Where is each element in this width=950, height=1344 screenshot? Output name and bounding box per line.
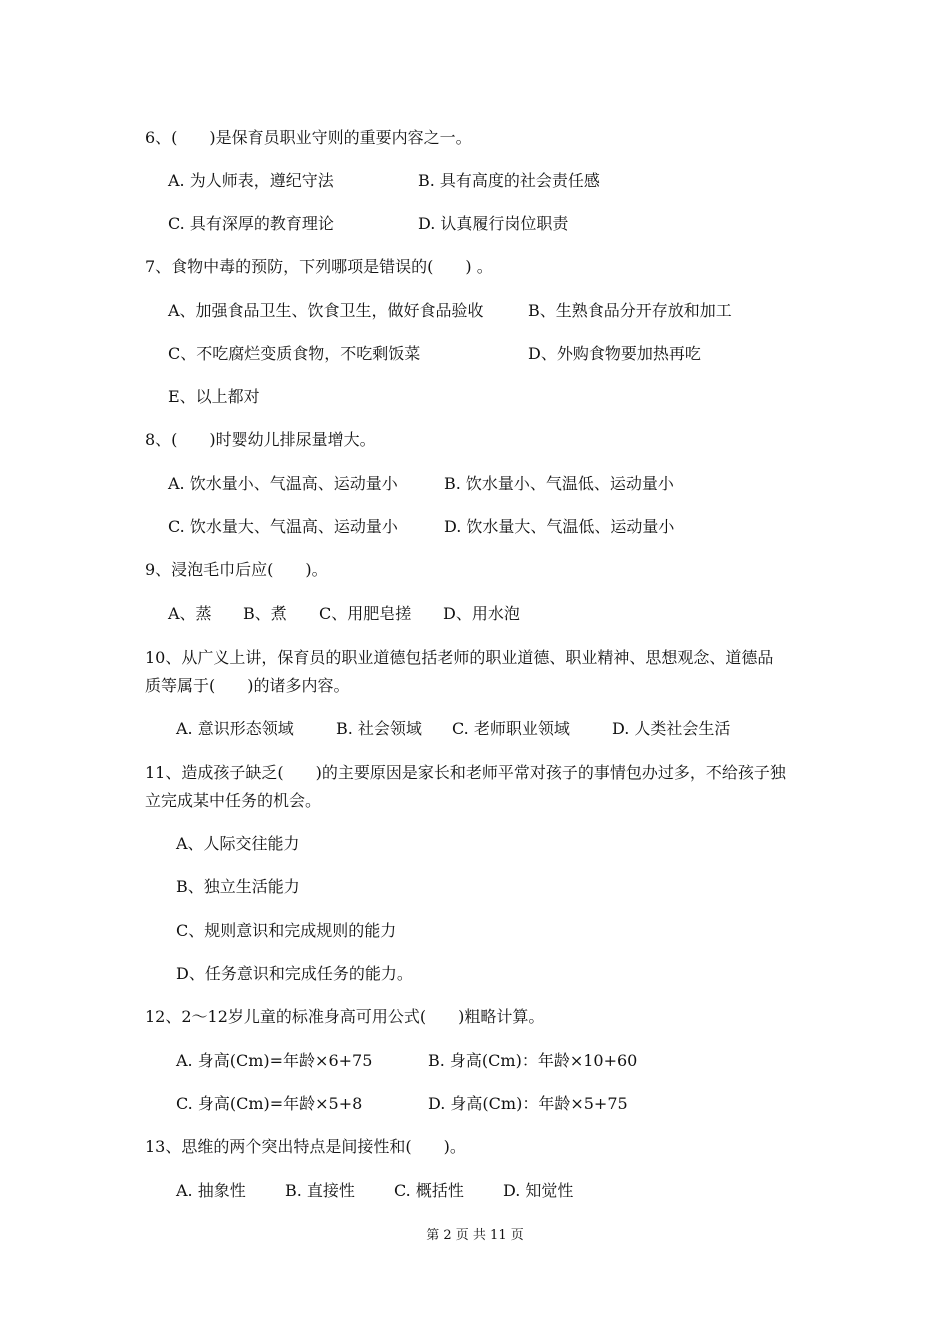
option: D. 身高(Cm)：年龄×5+75 (428, 1094, 628, 1113)
option: A. 身高(Cm)=年龄×6+75 (176, 1051, 373, 1070)
question-stem: 立完成某中任务的机会。 (145, 791, 322, 810)
option: A. 意识形态领域 (176, 719, 294, 738)
option: A、人际交往能力 (176, 834, 300, 853)
option: B. 身高(Cm)：年龄×10+60 (428, 1051, 638, 1070)
option: B、独立生活能力 (176, 877, 300, 896)
option: D. 人类社会生活 (612, 719, 731, 738)
option: A. 饮水量小、气温高、运动量小 (168, 474, 398, 493)
option: D、用水泡 (443, 604, 520, 623)
option: B. 饮水量小、气温低、运动量小 (444, 474, 674, 493)
option: D、外购食物要加热再吃 (528, 344, 701, 363)
option: A、加强食品卫生、饮食卫生，做好食品验收 (168, 301, 484, 320)
question-stem: 9、浸泡毛巾后应( )。 (145, 560, 328, 579)
option: D、任务意识和完成任务的能力。 (176, 964, 413, 983)
option: B、生熟食品分开存放和加工 (528, 301, 732, 320)
option: C. 老师职业领域 (452, 719, 570, 738)
option: D. 知觉性 (503, 1181, 574, 1200)
option: D. 饮水量大、气温低、运动量小 (444, 517, 675, 536)
question-stem: 10、从广义上讲，保育员的职业道德包括老师的职业道德、职业精神、思想观念、道德品 (145, 648, 774, 667)
option: C、规则意识和完成规则的能力 (176, 921, 397, 940)
option: B. 具有高度的社会责任感 (418, 171, 600, 190)
option: C、用肥皂搓 (319, 604, 412, 623)
option: B. 社会领域 (336, 719, 422, 738)
option: C、不吃腐烂变质食物，不吃剩饭菜 (168, 344, 421, 363)
option: A. 为人师表，遵纪守法 (168, 171, 334, 190)
question-stem: 12、2～12岁儿童的标准身高可用公式( )粗略计算。 (145, 1007, 545, 1026)
option: C. 饮水量大、气温高、运动量小 (168, 517, 398, 536)
page-footer: 第 2 页 共 11 页 (426, 1228, 524, 1243)
question-stem: 13、思维的两个突出特点是间接性和( )。 (145, 1137, 466, 1156)
question-stem: 6、( )是保育员职业守则的重要内容之一。 (145, 128, 472, 147)
option: B、煮 (243, 604, 287, 623)
question-stem: 8、( )时婴幼儿排尿量增大。 (145, 430, 376, 449)
option: A、蒸 (168, 604, 212, 623)
option: B. 直接性 (285, 1181, 355, 1200)
option: E、以上都对 (168, 387, 260, 406)
question-stem: 质等属于( )的诸多内容。 (145, 676, 350, 695)
option: C. 具有深厚的教育理论 (168, 214, 334, 233)
question-stem: 11、造成孩子缺乏( )的主要原因是家长和老师平常对孩子的事情包办过多，不给孩子独 (145, 763, 786, 782)
option: D. 认真履行岗位职责 (418, 214, 569, 233)
option: A. 抽象性 (176, 1181, 246, 1200)
option: C. 身高(Cm)=年龄×5+8 (176, 1094, 363, 1113)
question-stem: 7、食物中毒的预防，下列哪项是错误的( ) 。 (145, 257, 493, 276)
option: C. 概括性 (394, 1181, 464, 1200)
